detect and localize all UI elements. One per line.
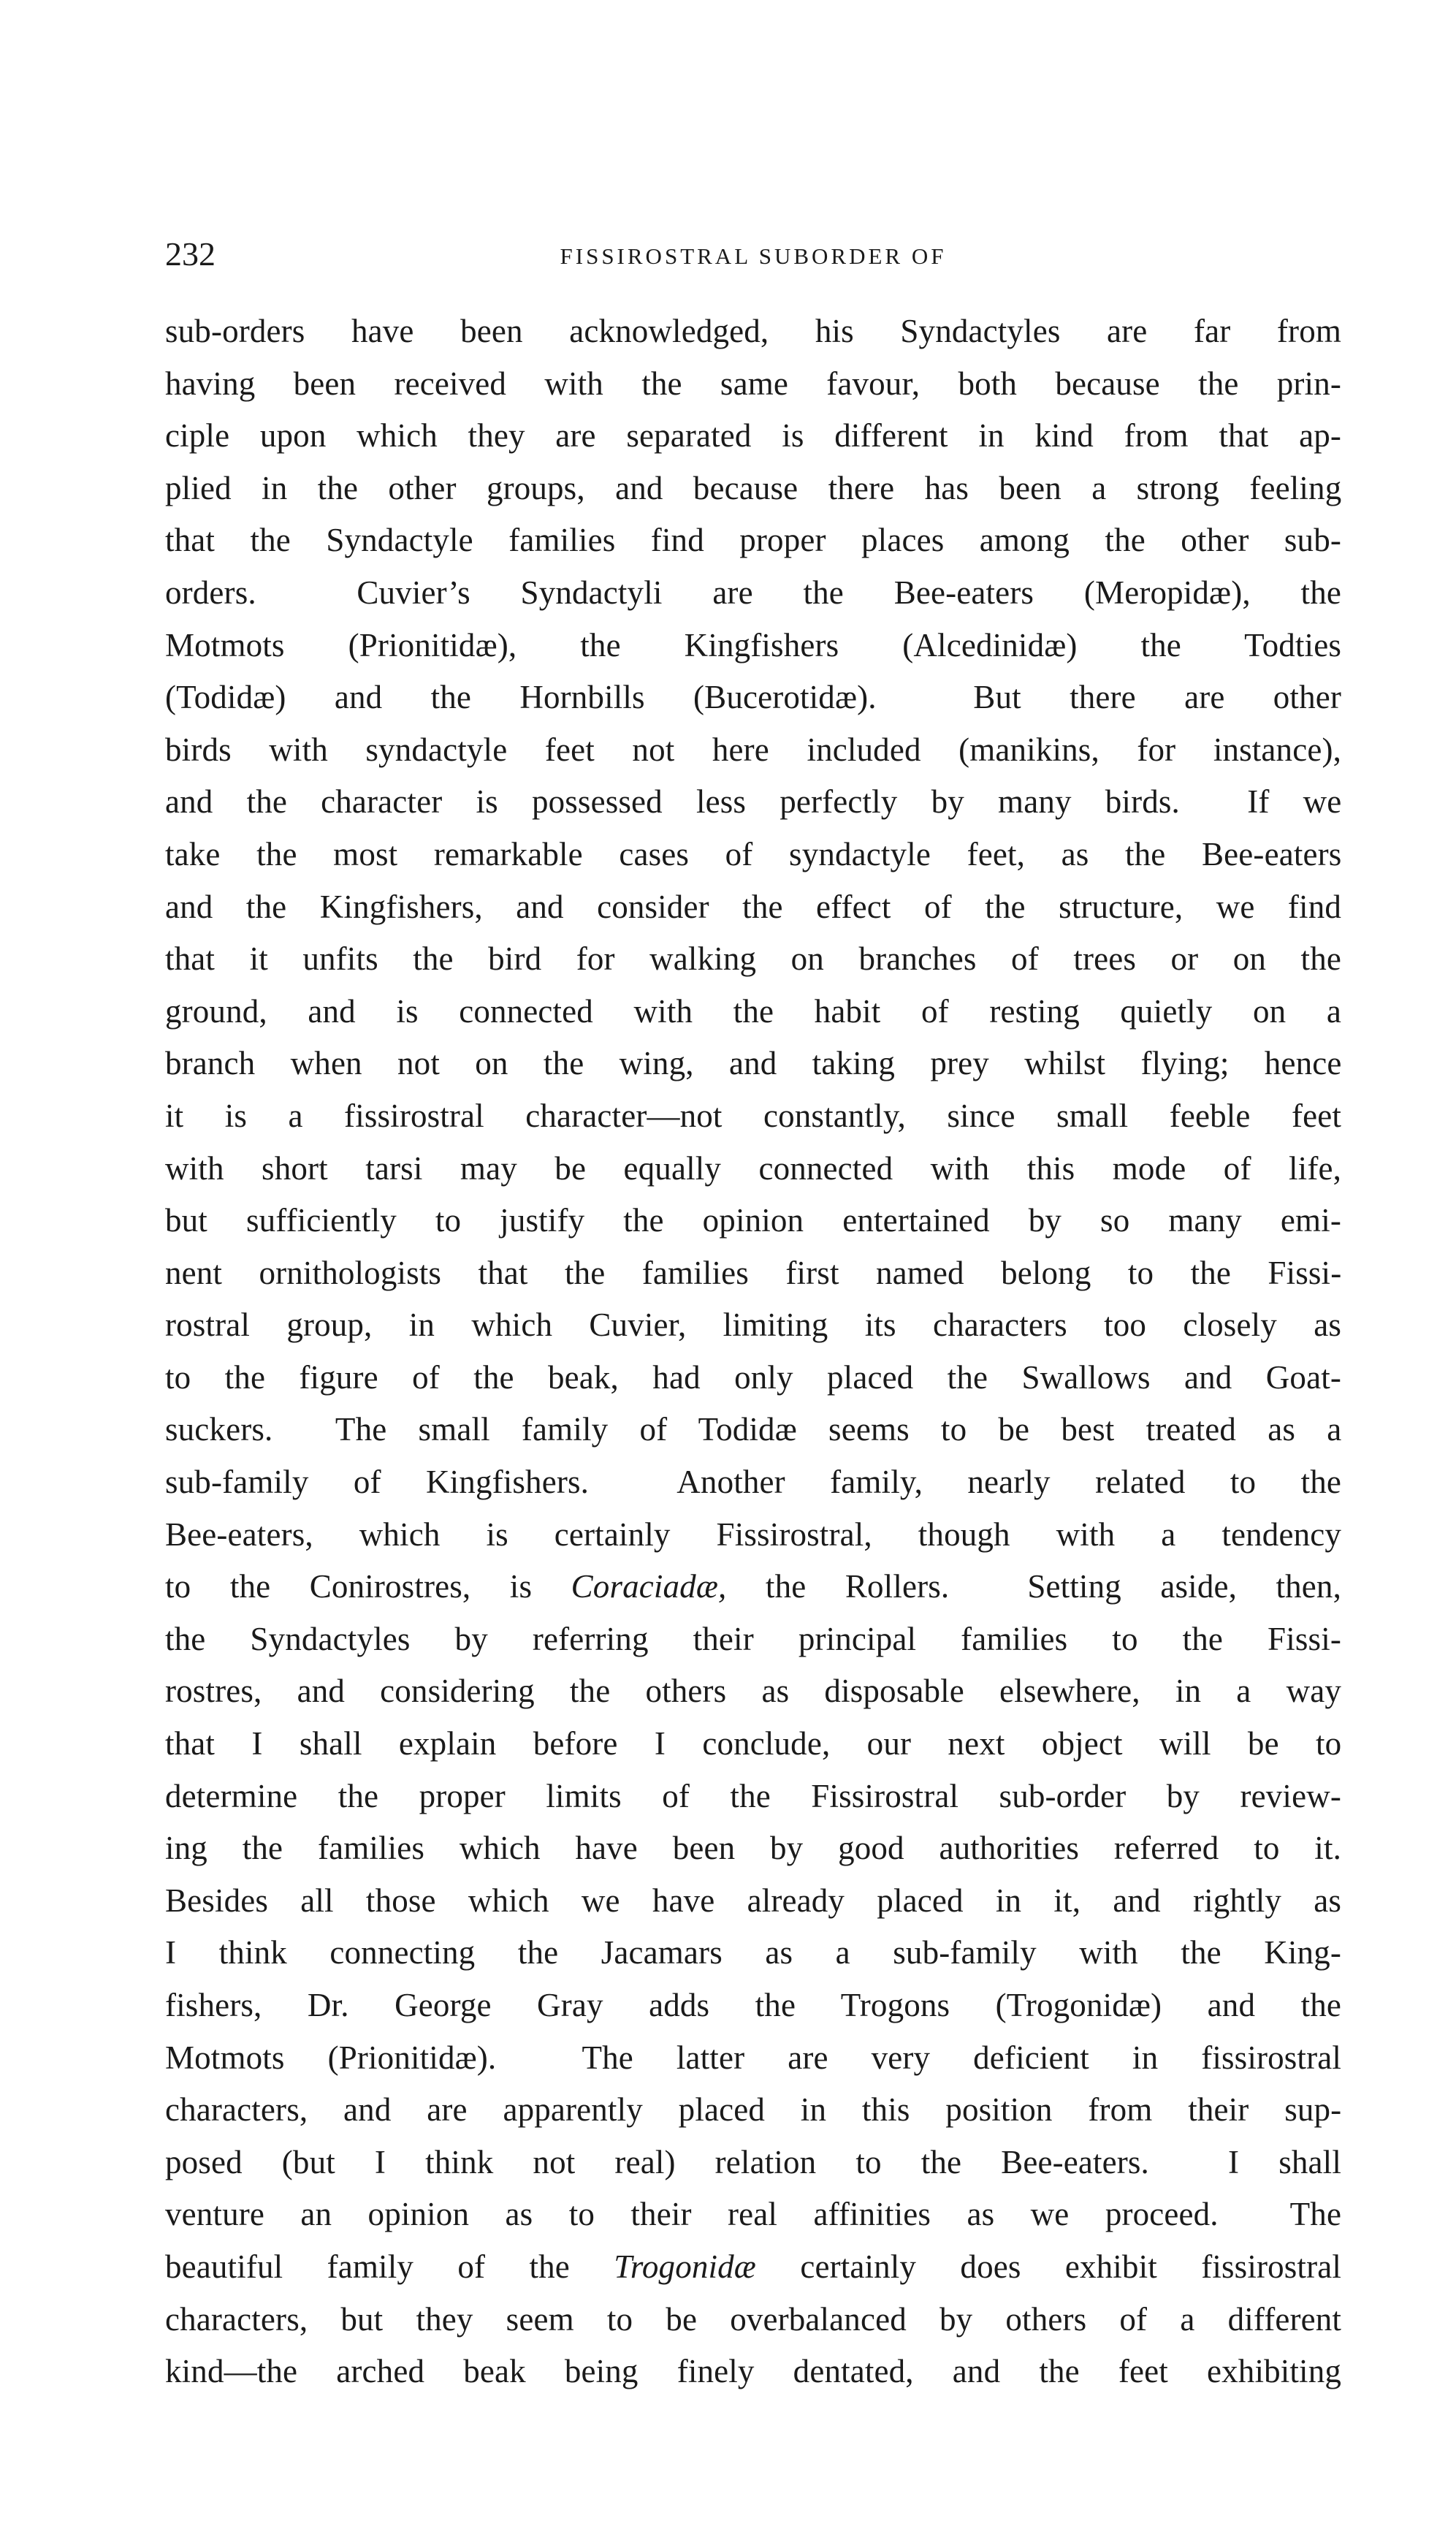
- text-line: [165, 829, 1341, 881]
- text-segment: rostral group, in which Cuvier, limiting its characters too closely as: [165, 1307, 1341, 1344]
- text-segment: ing the families which have been by good authorities referred to it.: [165, 1830, 1341, 1867]
- text-line: [165, 986, 1341, 1038]
- text-segment: to the Conirostres, is: [165, 1568, 571, 1605]
- text-line: [165, 1875, 1341, 1928]
- text-line: [165, 1980, 1341, 2032]
- text-line: [165, 620, 1341, 672]
- text-line: [165, 2188, 1341, 2241]
- text-line: [165, 1090, 1341, 1143]
- text-segment: rostres, and considering the others as disposable elsewhere, in a way: [165, 1673, 1341, 1710]
- text-segment: birds with syndactyle feet not here included (manikins, for instance),: [165, 731, 1341, 768]
- text-line: [165, 1038, 1341, 1090]
- text-segment: the Rollers. Setting aside, then,: [726, 1568, 1341, 1605]
- text-segment: I think connecting the Jacamars as a sub-family with the King-: [165, 1934, 1341, 1971]
- page-number: 232: [165, 235, 216, 273]
- text-segment: with short tarsi may be equally connected with this mode of life,: [165, 1149, 1341, 1187]
- text-segment: kind—the arched beak being finely dentated, and the feet exhibiting: [165, 2353, 1341, 2390]
- text-segment: having been received with the same favour, both because the prin-: [165, 365, 1341, 402]
- text-segment: characters, but they seem to be overbalanced by others of a different: [165, 2300, 1341, 2338]
- text-line: [165, 463, 1341, 515]
- italic-text: Coraciadæ,: [571, 1568, 727, 1605]
- text-line: [165, 776, 1341, 829]
- text-segment: it is a fissirostral character—not constantly, since small feeble feet: [165, 1097, 1341, 1134]
- text-line: [165, 881, 1341, 934]
- text-line: [165, 2346, 1341, 2398]
- text-segment: beautiful family of the: [165, 2248, 614, 2285]
- body-text: [165, 305, 1341, 2398]
- text-segment: and the Kingfishers, and consider the effect of the structure, we find: [165, 888, 1341, 925]
- text-segment: plied in the other groups, and because there has been a strong feeling: [165, 469, 1341, 506]
- text-line: [165, 410, 1341, 463]
- text-line: [165, 514, 1341, 567]
- text-segment: fishers, Dr. George Gray adds the Trogons (Trogonidæ) and the: [165, 1987, 1341, 2023]
- text-segment: orders. Cuvier’s Syndactyli are the Bee-eaters (Meropidæ), the: [165, 574, 1341, 611]
- text-line: [165, 2137, 1341, 2189]
- text-segment: the Syndactyles by referring their principal families to the Fissi-: [165, 1620, 1341, 1657]
- text-line: [165, 1404, 1341, 1456]
- text-line: [165, 358, 1341, 411]
- text-segment: ciple upon which they are separated is different in kind from that ap-: [165, 417, 1341, 455]
- text-segment: determine the proper limits of the Fissirostral sub-order by review-: [165, 1777, 1341, 1814]
- text-segment: Motmots (Prionitidæ), the Kingfishers (Alcedinidæ) the Todties: [165, 626, 1341, 663]
- text-line: [165, 1822, 1341, 1875]
- text-line: [165, 1195, 1341, 1247]
- text-segment: Motmots (Prionitidæ). The latter are very deficient in fissirostral: [165, 2039, 1341, 2076]
- text-line: [165, 1456, 1341, 1509]
- text-line: [165, 1247, 1341, 1300]
- text-line: [165, 672, 1341, 724]
- text-line: [165, 1927, 1341, 1980]
- text-line: [165, 933, 1341, 986]
- text-line: [165, 1718, 1341, 1771]
- text-line: [165, 2294, 1341, 2346]
- text-line: [165, 1613, 1341, 1666]
- text-line: [165, 724, 1341, 777]
- text-segment: that it unfits the bird for walking on branches of trees or on the: [165, 940, 1341, 978]
- text-segment: suckers. The small family of Todidæ seems to be best treated as a: [165, 1411, 1341, 1448]
- text-segment: take the most remarkable cases of syndactyle feet, as the Bee-eaters: [165, 835, 1341, 872]
- text-line: [165, 567, 1341, 620]
- text-segment: certainly does exhibit fissirostral: [755, 2248, 1341, 2285]
- text-segment: Besides all those which we have already placed in it, and rightly as: [165, 1882, 1341, 1919]
- text-segment: but sufficiently to justify the opinion entertained by so many emi-: [165, 1202, 1341, 1239]
- text-segment: and the character is possessed less perfectly by many birds. If we: [165, 783, 1341, 821]
- text-segment: sub-orders have been acknowledged, his Syndactyles are far from: [165, 313, 1341, 349]
- text-segment: that I shall explain before I conclude, our next object will be to: [165, 1725, 1341, 1762]
- text-segment: venture an opinion as to their real affinities as we proceed. The: [165, 2196, 1341, 2233]
- text-segment: to the figure of the beak, had only placed the Swallows and Goat-: [165, 1358, 1341, 1396]
- text-line: [165, 1665, 1341, 1718]
- text-segment: that the Syndactyle families find proper places among the other sub-: [165, 522, 1341, 559]
- running-head: FISSIROSTRAL SUBORDER OF: [560, 243, 947, 269]
- text-segment: sub-family of Kingfishers. Another family, nearly related to the: [165, 1464, 1341, 1501]
- text-segment: ground, and is connected with the habit of resting quietly on a: [165, 992, 1341, 1030]
- text-segment: Bee-eaters, which is certainly Fissirostral, though with a tendency: [165, 1516, 1341, 1553]
- text-line: [165, 2032, 1341, 2085]
- text-line: [165, 1771, 1341, 1823]
- text-line: [165, 1561, 1341, 1613]
- text-segment: branch when not on the wing, and taking prey whilst flying; hence: [165, 1045, 1341, 1082]
- text-line: [165, 305, 1341, 358]
- text-line: [165, 1299, 1341, 1352]
- text-segment: (Todidæ) and the Hornbills (Bucerotidæ). But there are other: [165, 679, 1341, 716]
- italic-text: Trogonidæ: [614, 2248, 756, 2285]
- text-segment: nent ornithologists that the families first named belong to the Fissi-: [165, 1254, 1341, 1291]
- text-line: [165, 2084, 1341, 2137]
- text-line: [165, 2241, 1341, 2294]
- text-line: [165, 1352, 1341, 1404]
- page-header: [165, 232, 1341, 284]
- text-line: [165, 1509, 1341, 1562]
- text-segment: posed (but I think not real) relation to the Bee-eaters. I shall: [165, 2143, 1341, 2180]
- text-line: [165, 1143, 1341, 1195]
- text-segment: characters, and are apparently placed in this position from their sup-: [165, 2091, 1341, 2129]
